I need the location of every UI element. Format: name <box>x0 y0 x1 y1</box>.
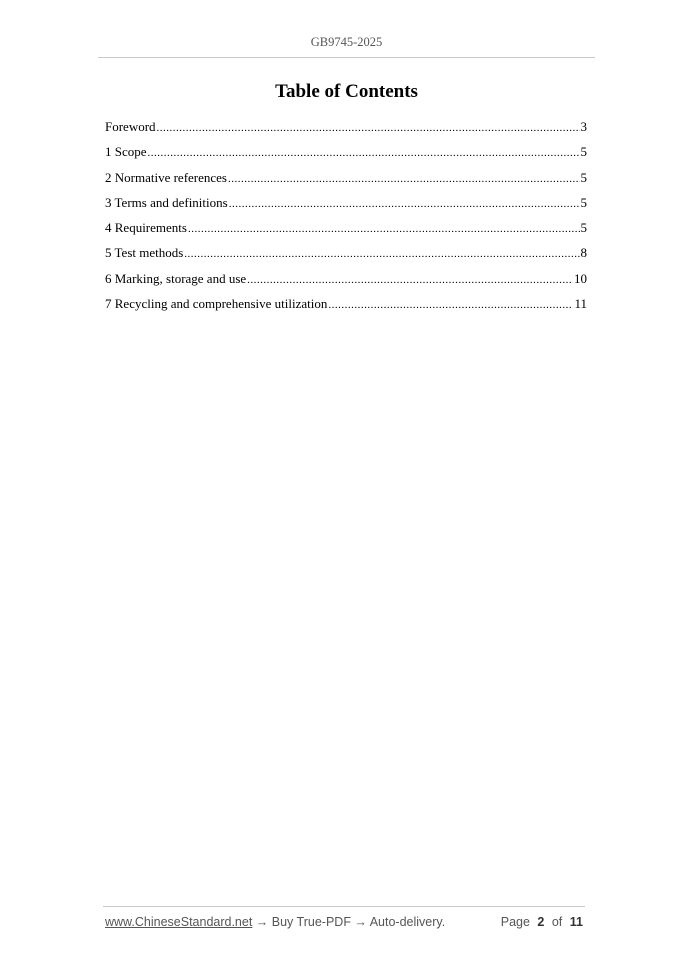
toc-entry-recycling[interactable] <box>105 295 587 320</box>
toc-leader-dots <box>157 119 580 137</box>
toc-entry-label: 5 Test methods <box>105 245 184 261</box>
toc-entry-marking-storage-use[interactable] <box>105 270 587 295</box>
toc-entry-label: 1 Scope <box>105 144 147 160</box>
toc-leader-dots <box>247 271 573 289</box>
toc-entry-label: 2 Normative references <box>105 169 227 185</box>
footer-promo <box>105 915 445 929</box>
header-divider <box>98 57 595 58</box>
toc-list <box>105 118 587 320</box>
page-label: Page <box>500 915 530 929</box>
current-page-number: 2 <box>537 915 545 929</box>
delivery-text: Auto-delivery. <box>369 915 446 929</box>
arrow-right-icon: → <box>252 915 272 929</box>
toc-title: Table of Contents <box>275 81 418 102</box>
toc-leader-dots <box>229 195 580 213</box>
toc-entry-page: 5 <box>580 169 587 185</box>
toc-entry-test-methods[interactable] <box>105 244 587 269</box>
toc-leader-dots <box>184 245 579 263</box>
document-code-header: GB9745-2025 <box>310 35 383 49</box>
arrow-right-icon: → <box>350 915 370 929</box>
page-indicator <box>501 915 583 929</box>
toc-entry-foreword[interactable] <box>105 118 587 143</box>
website-link[interactable]: www.ChineseStandard.net <box>105 915 253 929</box>
toc-entry-page: 8 <box>580 245 587 261</box>
toc-entry-terms-and-definitions[interactable] <box>105 194 587 219</box>
toc-leader-dots <box>188 220 580 238</box>
toc-entry-page: 11 <box>574 296 587 312</box>
toc-entry-label: 3 Terms and definitions <box>105 194 228 210</box>
total-pages-number: 11 <box>569 915 583 929</box>
toc-entry-page: 10 <box>574 270 587 286</box>
buy-text: Buy True-PDF <box>271 915 351 929</box>
footer-divider <box>103 906 585 907</box>
toc-entry-page: 5 <box>580 220 587 236</box>
toc-entry-page: 5 <box>580 144 587 160</box>
toc-entry-requirements[interactable] <box>105 219 587 244</box>
toc-entry-label: 6 Marking, storage and use <box>105 270 247 286</box>
toc-leader-dots <box>148 144 580 162</box>
toc-leader-dots <box>328 296 573 314</box>
toc-entry-label: Foreword <box>105 119 156 134</box>
toc-entry-label: 7 Recycling and comprehensive utilization <box>105 296 328 312</box>
page-of-label: of <box>551 915 563 929</box>
toc-entry-scope[interactable] <box>105 143 587 168</box>
toc-entry-page: 3 <box>580 119 587 134</box>
page-footer <box>105 915 583 929</box>
toc-entry-label: 4 Requirements <box>105 220 187 236</box>
toc-leader-dots <box>228 170 580 188</box>
toc-entry-page: 5 <box>580 194 587 210</box>
toc-entry-normative-references[interactable] <box>105 169 587 194</box>
